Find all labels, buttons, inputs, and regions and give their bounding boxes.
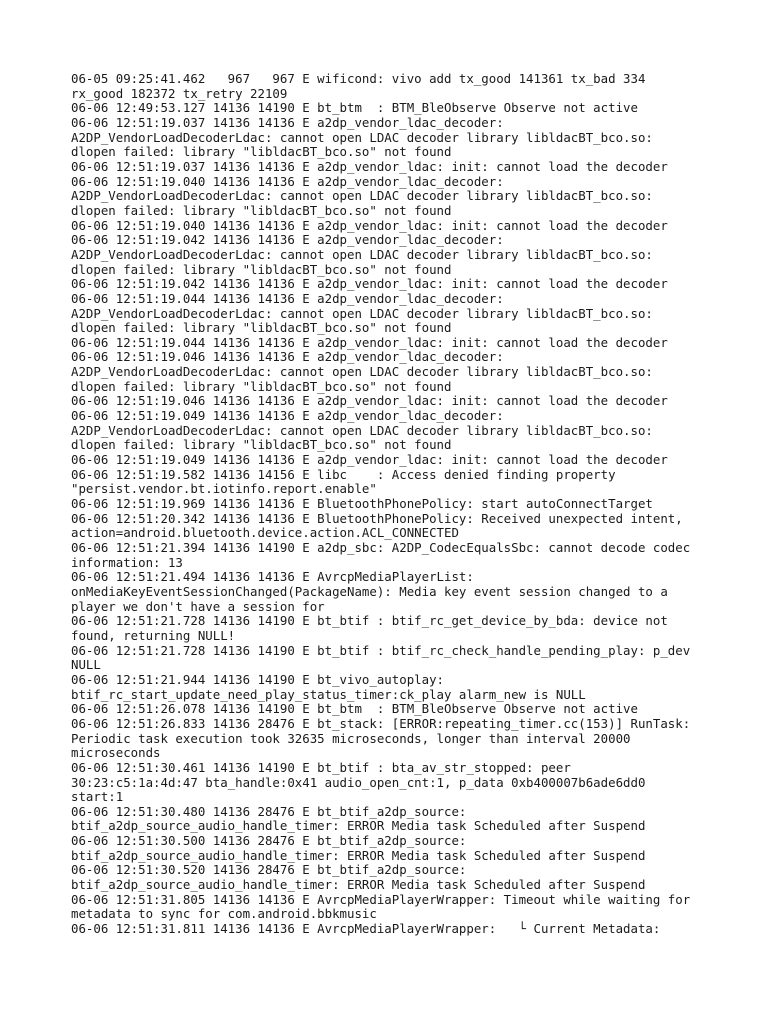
log-line: 06-06 12:51:19.049 14136 14136 E a2dp_vendor_ldac_decoder: <box>71 408 504 424</box>
log-line: A2DP_VendorLoadDecoderLdac: cannot open LDAC decoder library libldacBT_bco.so: <box>71 422 653 438</box>
log-line: 06-06 12:51:26.833 14136 28476 E bt_stack: [ERROR:repeating_timer.cc(153)] RunTask: <box>71 715 691 731</box>
log-line: 06-06 12:51:19.582 14136 14156 E libc : Access denied finding property <box>71 466 616 482</box>
log-line: 06-06 12:51:30.500 14136 28476 E bt_btif_a2dp_source: <box>71 833 467 849</box>
log-line: 06-06 12:51:19.040 14136 14136 E a2dp_vendor_ldac_decoder: <box>71 173 504 189</box>
log-line: 06-06 12:51:19.037 14136 14136 E a2dp_vendor_ldac_decoder: <box>71 114 504 130</box>
log-line: 06-06 12:51:19.044 14136 14136 E a2dp_vendor_ldac_decoder: <box>71 290 504 306</box>
log-line: A2DP_VendorLoadDecoderLdac: cannot open LDAC decoder library libldacBT_bco.so: <box>71 129 653 145</box>
log-line: 06-06 12:51:19.042 14136 14136 E a2dp_vendor_ldac: init: cannot load the decoder <box>71 276 668 292</box>
log-line: "persist.vendor.bt.iotinfo.report.enable" <box>71 481 377 497</box>
log-line: Periodic task execution took 32635 microseconds, longer than interval 20000 <box>71 730 631 746</box>
log-line: action=android.bluetooth.device.action.ACL_CONNECTED <box>71 525 459 541</box>
log-line: NULL <box>71 657 101 673</box>
log-line: dlopen failed: library "libldacBT_bco.so" not found <box>71 202 452 218</box>
log-line: 06-06 12:51:30.461 14136 14190 E bt_btif : bta_av_str_stopped: peer <box>71 759 571 775</box>
log-line: 06-06 12:51:19.044 14136 14136 E a2dp_vendor_ldac: init: cannot load the decoder <box>71 334 668 350</box>
log-line: 06-06 12:51:31.805 14136 14136 E AvrcpMediaPlayerWrapper: Timeout while waiting for <box>71 891 691 907</box>
log-line: 06-06 12:51:30.520 14136 28476 E bt_btif_a2dp_source: <box>71 862 467 878</box>
log-line: metadata to sync for com.android.bbkmusic <box>71 906 377 922</box>
log-line: dlopen failed: library "libldacBT_bco.so" not found <box>71 144 452 160</box>
log-line: microseconds <box>71 745 161 761</box>
log-line: 06-06 12:51:30.480 14136 28476 E bt_btif_a2dp_source: <box>71 803 467 819</box>
log-line: 30:23:c5:1a:4d:47 bta_handle:0x41 audio_open_cnt:1, p_data 0xb400007b6ade6dd0 <box>71 774 646 790</box>
log-line: 06-06 12:51:21.728 14136 14190 E bt_btif : btif_rc_get_device_by_bda: device not <box>71 613 668 629</box>
log-line: 06-06 12:51:26.078 14136 14190 E bt_btm : BTM_BleObserve Observe not active <box>71 701 638 717</box>
log-line: dlopen failed: library "libldacBT_bco.so" not found <box>71 378 452 394</box>
log-document <box>71 72 711 937</box>
log-line: 06-05 09:25:41.462 967 967 E wificond: vivo add tx_good 141361 tx_bad 334 <box>71 71 646 86</box>
log-line: 06-06 12:51:19.040 14136 14136 E a2dp_vendor_ldac: init: cannot load the decoder <box>71 217 668 233</box>
log-line: player we don't have a session for <box>71 598 325 614</box>
log-line: btif_a2dp_source_audio_handle_timer: ERROR Media task Scheduled after Suspend <box>71 847 646 863</box>
log-line: rx_good 182372 tx_retry 22109 <box>71 85 288 101</box>
log-line: A2DP_VendorLoadDecoderLdac: cannot open LDAC decoder library libldacBT_bco.so: <box>71 188 653 204</box>
log-line: btif_a2dp_source_audio_handle_timer: ERROR Media task Scheduled after Suspend <box>71 877 646 893</box>
log-line: A2DP_VendorLoadDecoderLdac: cannot open LDAC decoder library libldacBT_bco.so: <box>71 364 653 380</box>
log-line: btif_a2dp_source_audio_handle_timer: ERROR Media task Scheduled after Suspend <box>71 818 646 834</box>
log-line: information: 13 <box>71 554 183 570</box>
log-line: 06-06 12:51:31.811 14136 14136 E AvrcpMediaPlayerWrapper: └ Current Metadata: <box>71 921 661 937</box>
log-line: 06-06 12:51:21.944 14136 14190 E bt_vivo_autoplay: <box>71 671 444 687</box>
log-line: found, returning NULL! <box>71 627 236 643</box>
log-line: dlopen failed: library "libldacBT_bco.so" not found <box>71 320 452 336</box>
log-line: start:1 <box>71 789 124 805</box>
log-line: 06-06 12:51:21.494 14136 14136 E AvrcpMediaPlayerList: <box>71 569 474 585</box>
log-line: btif_rc_start_update_need_play_status_timer:ck_play alarm_new is NULL <box>71 686 586 702</box>
log-line: 06-06 12:51:19.037 14136 14136 E a2dp_vendor_ldac: init: cannot load the decoder <box>71 158 668 174</box>
log-line: 06-06 12:51:21.394 14136 14190 E a2dp_sbc: A2DP_CodecEqualsSbc: cannot decode codec <box>71 540 691 555</box>
log-line: 06-06 12:51:19.049 14136 14136 E a2dp_vendor_ldac: init: cannot load the decoder <box>71 452 668 468</box>
log-line: dlopen failed: library "libldacBT_bco.so" not found <box>71 261 452 277</box>
log-line: dlopen failed: library "libldacBT_bco.so" not found <box>71 437 452 453</box>
log-line: 06-06 12:51:19.046 14136 14136 E a2dp_vendor_ldac_decoder: <box>71 349 504 365</box>
log-line: 06-06 12:51:19.046 14136 14136 E a2dp_vendor_ldac: init: cannot load the decoder <box>71 393 668 409</box>
log-line: onMediaKeyEventSessionChanged(PackageName): Media key event session changed to a <box>71 583 668 599</box>
log-line: 06-06 12:51:20.342 14136 14136 E BluetoothPhonePolicy: Received unexpected intent, <box>71 510 683 526</box>
log-line: 06-06 12:51:19.969 14136 14136 E BluetoothPhonePolicy: start autoConnectTarget <box>71 496 653 512</box>
log-line: 06-06 12:49:53.127 14136 14190 E bt_btm : BTM_BleObserve Observe not active <box>71 100 638 116</box>
log-line: 06-06 12:51:21.728 14136 14190 E bt_btif : btif_rc_check_handle_pending_play: p_dev <box>71 642 691 658</box>
log-line: A2DP_VendorLoadDecoderLdac: cannot open LDAC decoder library libldacBT_bco.so: <box>71 305 653 321</box>
log-line: 06-06 12:51:19.042 14136 14136 E a2dp_vendor_ldac_decoder: <box>71 232 504 248</box>
log-line: A2DP_VendorLoadDecoderLdac: cannot open LDAC decoder library libldacBT_bco.so: <box>71 246 653 262</box>
